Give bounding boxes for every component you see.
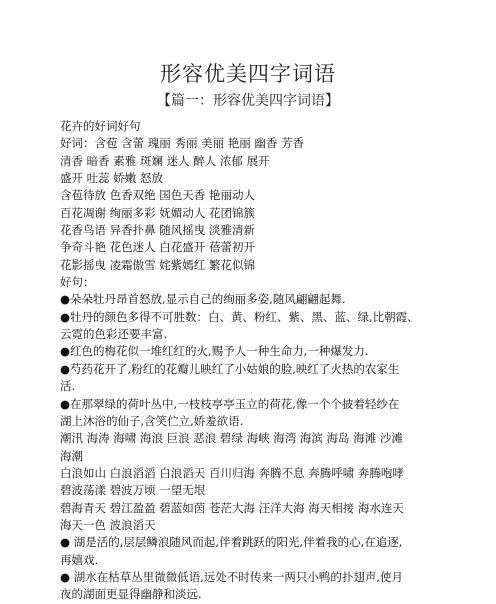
- document-subtitle: 【篇一：形容优美四字词语】: [157, 93, 339, 109]
- text-line: 清香 暗香 素雅 斑斓 迷人 醉人 浓郁 展开: [60, 153, 270, 168]
- text-line: ● 湖是活的,层层鳞浪随风而起,伴着跳跃的阳光,伴着我的心,在追逐,: [60, 535, 403, 550]
- text-line: ●芍药花开了,粉红的花瓣儿映红了小姑娘的脸,映红了火热的农家生: [60, 361, 400, 376]
- text-line: ●在那翠绿的荷叶丛中,一枝枝亭亭玉立的荷花,像一个个披着轻纱在: [60, 396, 400, 411]
- text-line: 活.: [60, 379, 76, 394]
- text-line: 湖上沐浴的仙子,含笑伫立,娇羞欲语.: [60, 413, 244, 428]
- text-line: 潮汛 海涛 海啸 海浪 巨浪 恶浪 碧绿 海峡 海湾 海滨 海岛 海滩 沙滩: [60, 431, 403, 446]
- text-line: 碧海青天 碧江盈盈 碧蓝如茵 苍茫大海 汪洋大海 海天相接 海水连天: [60, 500, 404, 515]
- text-line: 再嬉戏.: [60, 552, 99, 567]
- text-line: ●红色的梅花似一堆红红的火,赐予人一种生命力,一种爆发力.: [60, 344, 369, 359]
- text-line: 百花凋谢 绚丽多彩 妩媚动人 花团锦簇: [60, 205, 255, 220]
- text-line: 好词：含苞 含蕾 瑰丽 秀丽 美丽 艳丽 幽香 芳香: [60, 136, 305, 151]
- text-line: 争奇斗艳 花色迷人 白花盛开 蓓蕾初开: [60, 240, 255, 255]
- text-line: 含苞待放 色香双绝 国色天香 艳丽动人: [60, 188, 255, 203]
- text-line: 云霓的色彩还要丰富.: [60, 327, 168, 342]
- text-line: 夜的湖面更显得幽静和淡远.: [60, 587, 202, 602]
- document-body: [60, 118, 440, 604]
- text-line: ● 湖水在枯草丛里微微低语,远处不时传来一两只小鸭的扑翅声,使月: [60, 569, 403, 584]
- text-line: 盛开 吐蕊 娇嫩 怒放: [60, 171, 163, 186]
- text-line: 白浪如山 白浪滔滔 白浪滔天 百川归海 奔腾不息 奔腾呼啸 奔腾咆哮: [60, 465, 404, 480]
- text-line: ●牡丹的颜色多得不可胜数：白、黄、粉红、紫、黑、蓝、绿,比朝霞、: [60, 309, 419, 324]
- text-line: 花香鸟语 异香扑鼻 随风摇曳 淡雅清新: [60, 223, 255, 238]
- text-line: 海天一色 波浪滔天: [60, 517, 156, 532]
- section-heading: 花卉的好词好句: [60, 119, 141, 133]
- text-line: 花影摇曳 凌霜傲雪 姹紫嫣红 繁花似锦: [60, 257, 255, 272]
- text-line: 碧波荡漾 碧波万顷 一望无垠: [60, 483, 206, 498]
- text-line: 海潮: [60, 448, 83, 463]
- text-line: 好句：: [60, 275, 95, 290]
- text-line: ●朵朵牡丹昂首怒放,显示自己的绚丽多姿,随风翩翩起舞.: [60, 292, 346, 307]
- document-title: 形容优美四字词语: [160, 62, 336, 86]
